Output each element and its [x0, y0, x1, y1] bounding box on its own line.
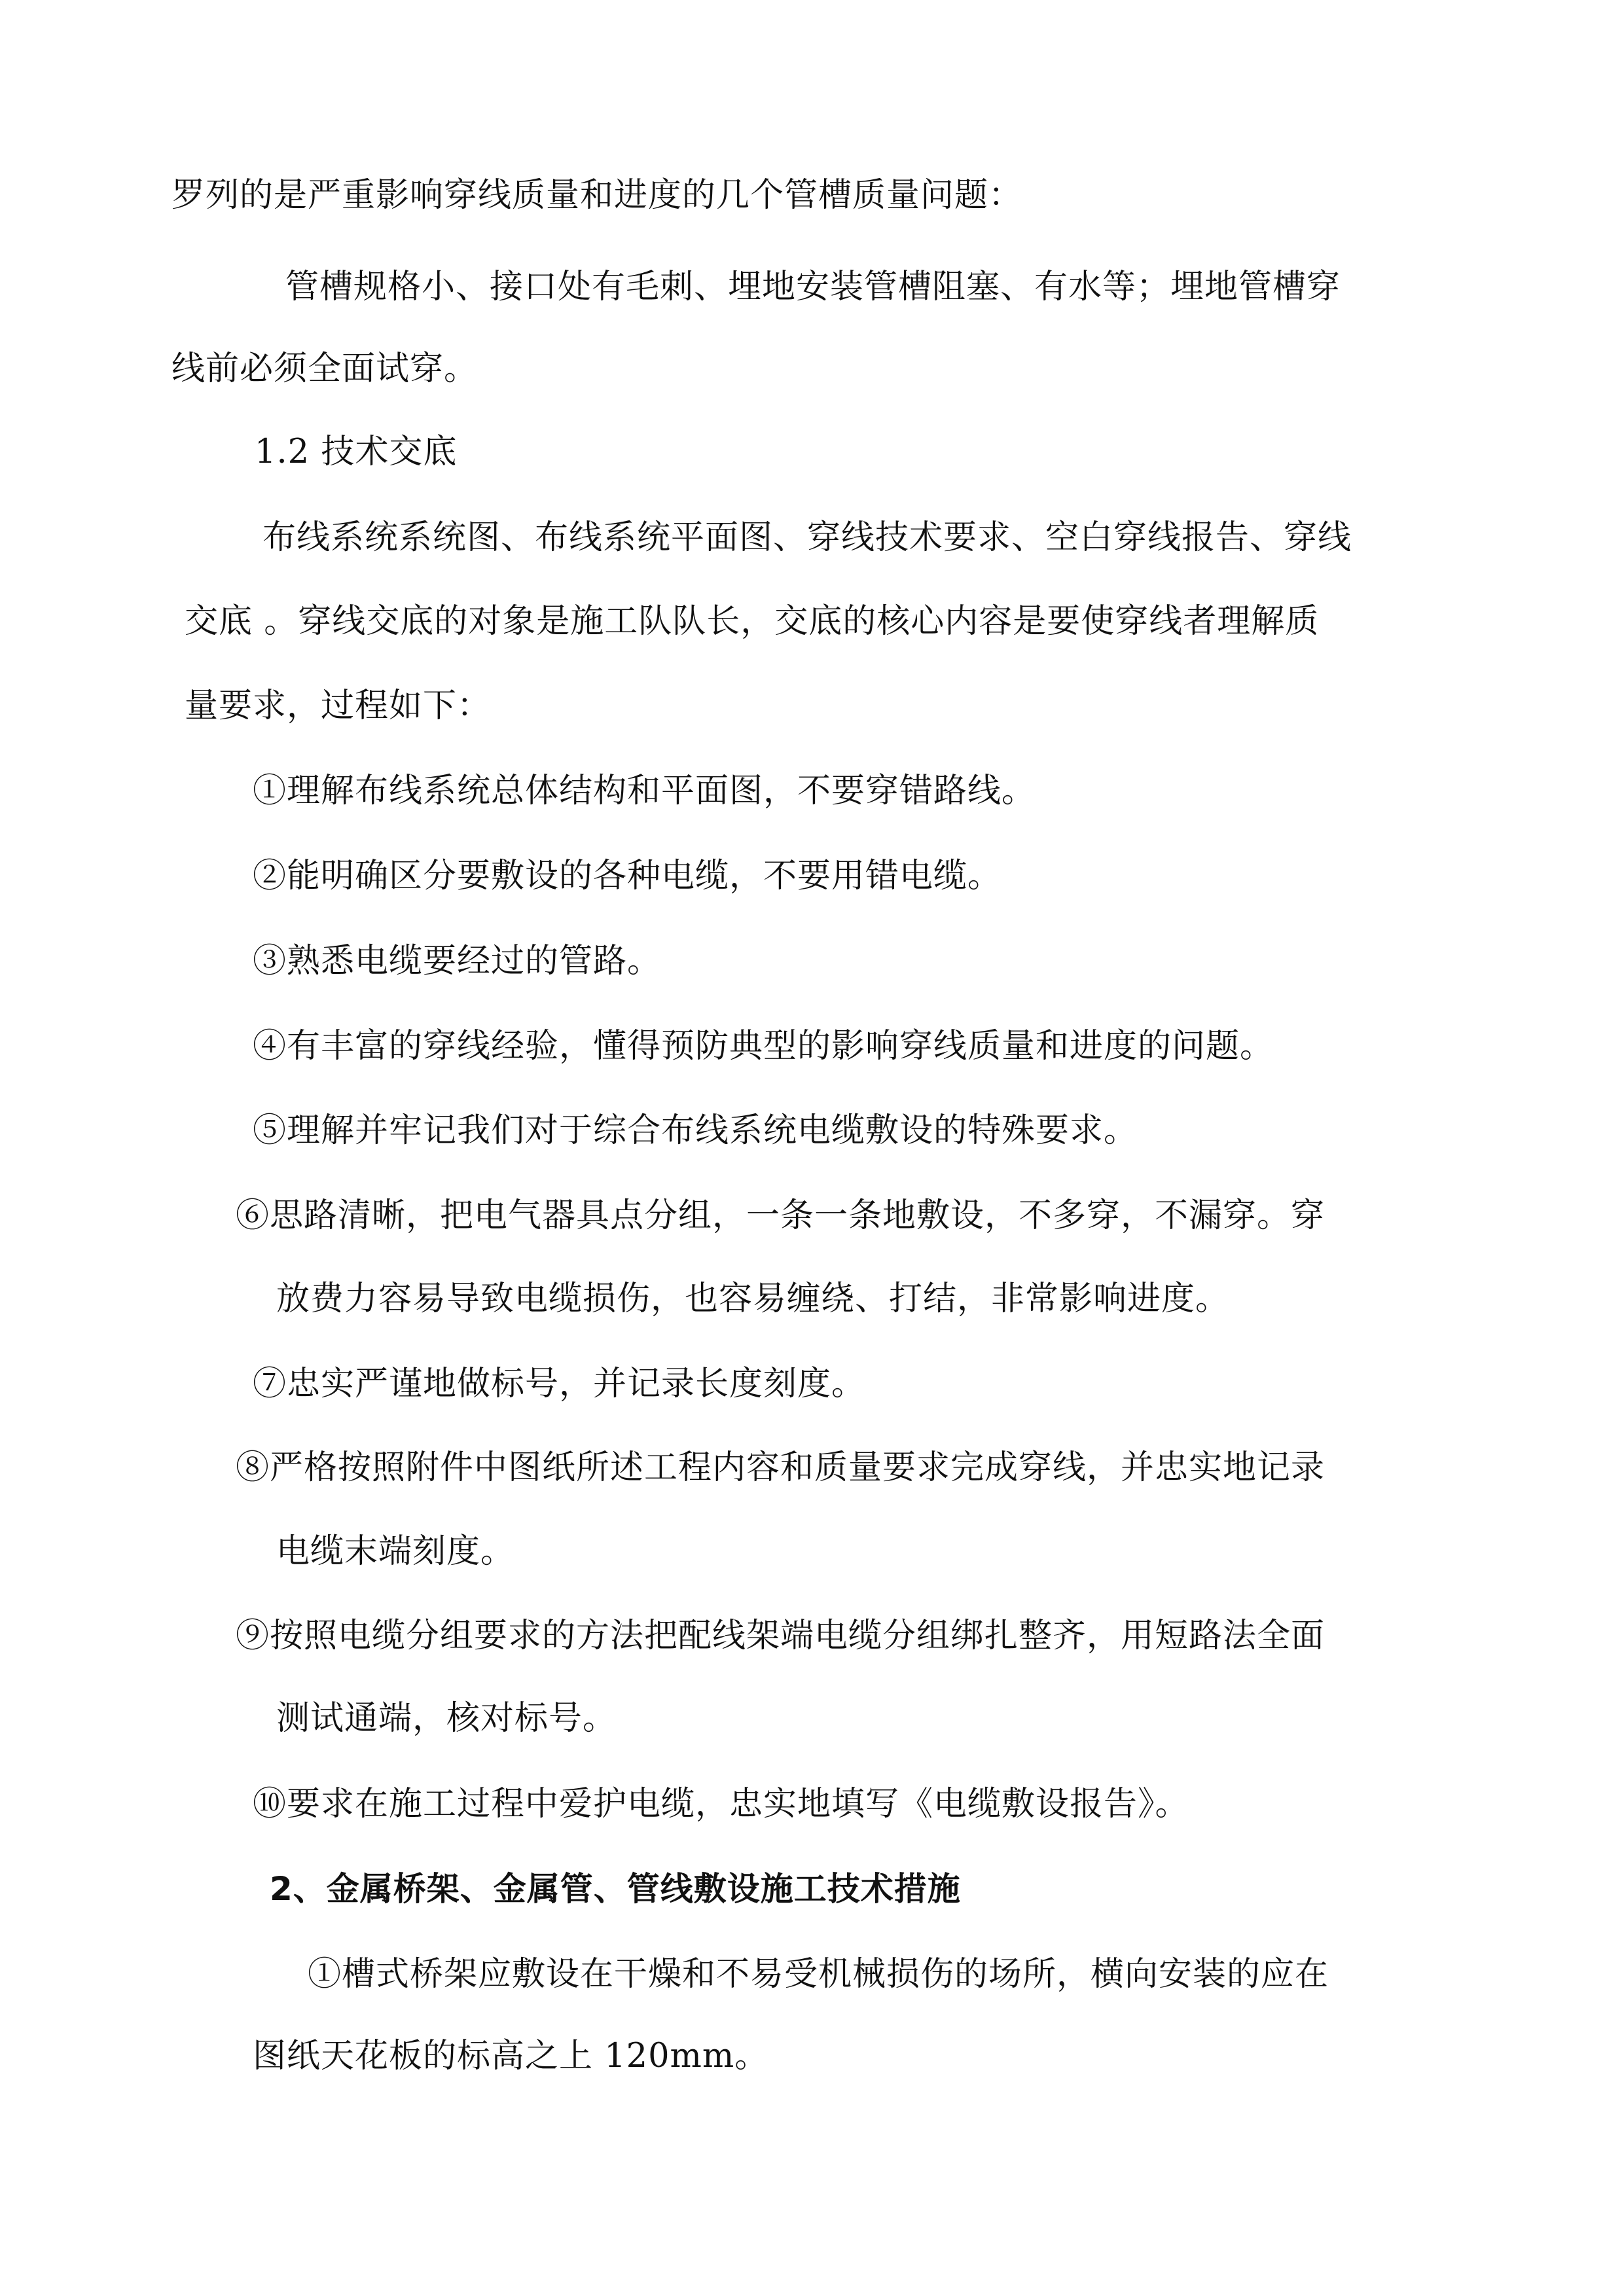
paragraph-line: 线前必须全面试穿。 [171, 350, 478, 388]
list-item-continuation: 电缆末端刻度。 [276, 1532, 515, 1571]
paragraph-line: 量要求，过程如下： [185, 687, 492, 725]
paragraph-line: 罗列的是严重影响穿线质量和进度的几个管槽质量问题： [171, 176, 1023, 215]
list-item: ⑩要求在施工过程中爱护电缆，忠实地填写《电缆敷设报告》。 [253, 1785, 1189, 1823]
list-item: ④有丰富的穿线经验，懂得预防典型的影响穿线质量和进度的问题。 [253, 1027, 1274, 1066]
paragraph-line: 布线系统系统图、布线系统平面图、穿线技术要求、空白穿线报告、穿线 [262, 518, 1352, 557]
list-item: ①理解布线系统总体结构和平面图，不要穿错路线。 [253, 772, 1036, 810]
paragraph-line: 交底 。穿线交底的对象是施工队队长，交底的核心内容是要使穿线者理解质 [185, 602, 1320, 641]
section-heading: 1.2 技术交底 [255, 433, 458, 471]
list-item-continuation: 放费力容易导致电缆损伤，也容易缠绕、打结，非常影响进度。 [276, 1280, 1230, 1318]
list-item: ⑨按照电缆分组要求的方法把配线架端电缆分组绑扎整齐，用短路法全面 [236, 1617, 1326, 1655]
list-item: ⑤理解并牢记我们对于综合布线系统电缆敷设的特殊要求。 [253, 1111, 1138, 1150]
list-item: ⑥思路清晰，把电气器具点分组，一条一条地敷设，不多穿，不漏穿。穿 [236, 1196, 1326, 1235]
list-item: ⑦忠实严谨地做标号，并记录长度刻度。 [253, 1365, 866, 1403]
list-item: ①槽式桥架应敷设在干燥和不易受机械损伤的场所，横向安装的应在 [308, 1955, 1329, 1994]
section-heading-bold: 2、金属桥架、金属管、管线敷设施工技术措施 [270, 1870, 961, 1908]
list-item-continuation: 图纸天花板的标高之上 120mm。 [253, 2037, 769, 2075]
list-item-continuation: 测试通端，核对标号。 [276, 1699, 617, 1738]
paragraph-line: 管槽规格小、接口处有毛刺、埋地安装管槽阻塞、有水等；埋地管槽穿 [285, 268, 1341, 306]
list-item: ③熟悉电缆要经过的管路。 [253, 942, 662, 980]
list-item: ⑧严格按照附件中图纸所述工程内容和质量要求完成穿线，并忠实地记录 [236, 1448, 1326, 1487]
list-item: ②能明确区分要敷设的各种电缆，不要用错电缆。 [253, 857, 1002, 895]
